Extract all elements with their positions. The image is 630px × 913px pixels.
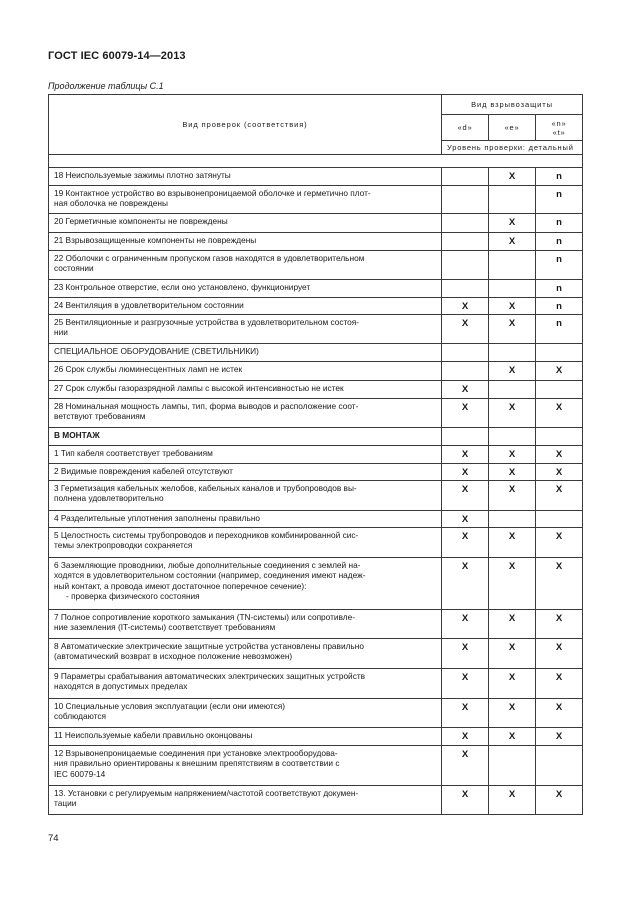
mark-e (489, 746, 536, 786)
mark-n: n (536, 214, 583, 233)
table-row (49, 699, 583, 728)
table-row (49, 280, 583, 298)
check-description (49, 728, 442, 746)
mark-n: X (536, 464, 583, 481)
mark-d: X (442, 481, 489, 511)
table-row (49, 728, 583, 746)
mark-n (536, 344, 583, 362)
mark-e: X (489, 669, 536, 699)
description-line: (автоматический возврат в исходное положение невозможен) (54, 651, 293, 662)
check-description (49, 399, 442, 428)
mark-n: n (536, 233, 583, 251)
description-line: 27 Срок службы газоразрядной лампы с высокой интенсивностью не истек (54, 383, 344, 393)
mark-d: X (442, 610, 489, 639)
table-row (49, 446, 583, 464)
mark-n: X (536, 610, 583, 639)
description-line: находятся в допустимых пределах (54, 681, 188, 692)
table-row (49, 251, 583, 280)
mark-d: X (442, 699, 489, 728)
inspection-table (48, 94, 583, 815)
mark-n: X (536, 446, 583, 464)
mark-n: n (536, 168, 583, 186)
mark-n: X (536, 669, 583, 699)
description-line: 23 Контрольное отверстие, если оно установлено, функционирует (54, 282, 311, 292)
description-line: 6 Заземляющие проводники, любые дополнительные соединения с землей на- (54, 560, 361, 570)
description-line: IEC 60079-14 (54, 768, 106, 779)
table-row (49, 298, 583, 315)
mark-n (536, 381, 583, 399)
check-description (49, 464, 442, 481)
table-row (49, 344, 583, 362)
mark-d: X (442, 446, 489, 464)
description-line: 25 Вентиляционные и разгрузочные устройства в удовлетворительном состоя- (54, 317, 360, 327)
check-description (49, 610, 442, 639)
mark-n: X (536, 639, 583, 669)
check-description (49, 639, 442, 669)
description-line: 9 Параметры срабатывания автоматических электрических защитных устройств (54, 671, 366, 681)
mark-d (442, 344, 489, 362)
mark-e (489, 251, 536, 280)
subheader-t: «t» (552, 127, 566, 137)
protection-type-header: Вид взрывозащиты (442, 95, 583, 115)
description-line: 5 Целостность системы трубопроводов и переходников комбинированной сис- (54, 530, 359, 540)
description-line: ния правильно ориентированы к внешним препятствиям в соответствии с (54, 758, 340, 769)
mark-d (442, 428, 489, 446)
mark-n: X (536, 728, 583, 746)
mark-e: X (489, 399, 536, 428)
mark-d: X (442, 639, 489, 669)
description-line: состоянии (54, 263, 94, 274)
mark-n: n (536, 186, 583, 214)
table-row (49, 511, 583, 528)
mark-n: X (536, 362, 583, 381)
mark-d: X (442, 381, 489, 399)
table-row (49, 610, 583, 639)
table-row (49, 558, 583, 610)
description-line: 26 Срок службы люминесцентных ламп не истек (54, 364, 243, 374)
mark-d (442, 186, 489, 214)
mark-e: X (489, 728, 536, 746)
table-row (49, 381, 583, 399)
description-line: 11 Неиспользуемые кабели правильно оконцованы (54, 730, 253, 740)
mark-n: X (536, 558, 583, 610)
mark-e (489, 280, 536, 298)
mark-e (489, 381, 536, 399)
description-line: 1 Тип кабеля соответствует требованиям (54, 448, 213, 458)
description-line: 7 Полное сопротивление короткого замыкания (TN-системы) или сопротивле- (54, 612, 355, 622)
check-description (49, 381, 442, 399)
table-row (49, 168, 583, 186)
check-description (49, 298, 442, 315)
subheader-n: «n» (551, 118, 567, 128)
mark-e: X (489, 786, 536, 815)
description-line: 8 Автоматические электрические защитные устройства установлены правильно (54, 641, 364, 651)
description-line: 21 Взрывозащищенные компоненты не повреждены (54, 235, 257, 245)
description-line: 22 Оболочки с ограниченным пропуском газов находятся в удовлетворительном (54, 253, 365, 263)
table-row (49, 746, 583, 786)
description-line: 28 Номинальная мощность лампы, тип, форма выводов и расположение соот- (54, 401, 359, 411)
description-line: 2 Видимые повреждения кабелей отсутствуют (54, 466, 233, 476)
mark-d: X (442, 298, 489, 315)
mark-e: X (489, 446, 536, 464)
check-description (49, 786, 442, 815)
subheader-n-t (536, 115, 583, 141)
mark-d (442, 168, 489, 186)
description-line: 13. Установки с регулируемым напряжением/частотой соответствуют докумен- (54, 788, 359, 798)
mark-n: n (536, 315, 583, 344)
mark-d: X (442, 558, 489, 610)
table-row (49, 669, 583, 699)
check-description (49, 233, 442, 251)
mark-d: X (442, 669, 489, 699)
mark-d (442, 233, 489, 251)
check-description (49, 669, 442, 699)
check-description (49, 315, 442, 344)
description-line: темы электропроводки сохраняется (54, 540, 193, 551)
mark-d: X (442, 528, 489, 558)
description-line: соблюдаются (54, 711, 106, 722)
mark-e (489, 511, 536, 528)
mark-e (489, 186, 536, 214)
check-description (49, 428, 442, 446)
check-type-header: Вид проверок (соответствия) (49, 95, 442, 155)
table-row (49, 528, 583, 558)
table-row (49, 214, 583, 233)
mark-e: X (489, 558, 536, 610)
subheader-e: «e» (489, 115, 536, 141)
table-row (49, 481, 583, 511)
description-line: нии (54, 327, 68, 338)
description-line: ходятся в удовлетворительном состоянии (например, соединения имеют надеж- (54, 570, 366, 581)
mark-n (536, 746, 583, 786)
check-description (49, 558, 442, 610)
mark-n (536, 511, 583, 528)
description-line: СПЕЦИАЛЬНОЕ ОБОРУДОВАНИЕ (СВЕТИЛЬНИКИ) (54, 346, 259, 356)
description-line: 12 Взрывонепроницаемые соединения при установке электрооборудова- (54, 748, 338, 758)
check-description (49, 168, 442, 186)
mark-e (489, 344, 536, 362)
mark-d: X (442, 728, 489, 746)
mark-n: n (536, 280, 583, 298)
check-description (49, 481, 442, 511)
mark-n: n (536, 298, 583, 315)
mark-e: X (489, 298, 536, 315)
table-row (49, 399, 583, 428)
check-description (49, 511, 442, 528)
mark-n: X (536, 481, 583, 511)
description-line: 10 Специальные условия эксплуатации (если они имеются) (54, 701, 285, 711)
mark-d: X (442, 399, 489, 428)
mark-d: X (442, 746, 489, 786)
description-line: 3 Герметизация кабельных желобов, кабельных каналов и трубопроводов вы- (54, 483, 357, 493)
mark-n: X (536, 399, 583, 428)
description-line: ная оболочка не повреждены (54, 198, 168, 209)
mark-e: X (489, 639, 536, 669)
mark-e: X (489, 233, 536, 251)
mark-e (489, 428, 536, 446)
check-description (49, 251, 442, 280)
description-line: 19 Контактное устройство во взрывонепроницаемой оболочке и герметично плот- (54, 188, 371, 198)
check-description (49, 446, 442, 464)
check-description (49, 699, 442, 728)
description-line: 4 Разделительные уплотнения заполнены правильно (54, 513, 261, 523)
table-continuation-caption: Продолжение таблицы С.1 (48, 81, 164, 91)
mark-e: X (489, 481, 536, 511)
check-description (49, 186, 442, 214)
description-line: тации (54, 798, 77, 809)
table-row (49, 186, 583, 214)
table-row (49, 362, 583, 381)
mark-d (442, 214, 489, 233)
table-row (49, 639, 583, 669)
description-line: ветствуют требованиям (54, 411, 146, 422)
description-line: 20 Герметичные компоненты не повреждены (54, 216, 228, 226)
mark-e: X (489, 214, 536, 233)
check-description (49, 280, 442, 298)
mark-d: X (442, 315, 489, 344)
mark-e: X (489, 168, 536, 186)
mark-n: n (536, 251, 583, 280)
header-separator (49, 155, 583, 168)
description-line: 18 Неиспользуемые зажимы плотно затянуты (54, 170, 231, 180)
mark-n (536, 428, 583, 446)
description-line: - проверка физического состояния (66, 591, 200, 602)
table-row (49, 786, 583, 815)
document-header: ГОСТ IEC 60079-14—2013 (48, 50, 186, 62)
mark-d: X (442, 511, 489, 528)
check-description (49, 362, 442, 381)
subheader-d: «d» (442, 115, 489, 141)
mark-d: X (442, 464, 489, 481)
mark-e: X (489, 699, 536, 728)
table-row (49, 315, 583, 344)
table-row (49, 464, 583, 481)
mark-e: X (489, 464, 536, 481)
description-line: ный контакт, а провода имеют достаточное поперечное сечение): (54, 580, 307, 591)
table-row (49, 233, 583, 251)
mark-e: X (489, 315, 536, 344)
mark-e: X (489, 528, 536, 558)
page-number: 74 (48, 833, 59, 844)
check-description (49, 746, 442, 786)
mark-d (442, 362, 489, 381)
mark-n: X (536, 528, 583, 558)
description-line: В МОНТАЖ (54, 430, 100, 440)
check-description (49, 214, 442, 233)
check-description (49, 344, 442, 362)
description-line: 24 Вентиляция в удовлетворительном состоянии (54, 300, 244, 310)
mark-d (442, 251, 489, 280)
inspection-level: Уровень проверки: детальный (442, 141, 583, 155)
description-line: ние заземления (IT-системы) соответствует требованиям (54, 622, 276, 633)
description-line: полнена удовлетворительно (54, 493, 164, 504)
table-row (49, 428, 583, 446)
mark-n: X (536, 786, 583, 815)
mark-n: X (536, 699, 583, 728)
table-header-row (49, 95, 583, 115)
mark-d: X (442, 786, 489, 815)
mark-e: X (489, 362, 536, 381)
mark-d (442, 280, 489, 298)
check-description (49, 528, 442, 558)
mark-e: X (489, 610, 536, 639)
